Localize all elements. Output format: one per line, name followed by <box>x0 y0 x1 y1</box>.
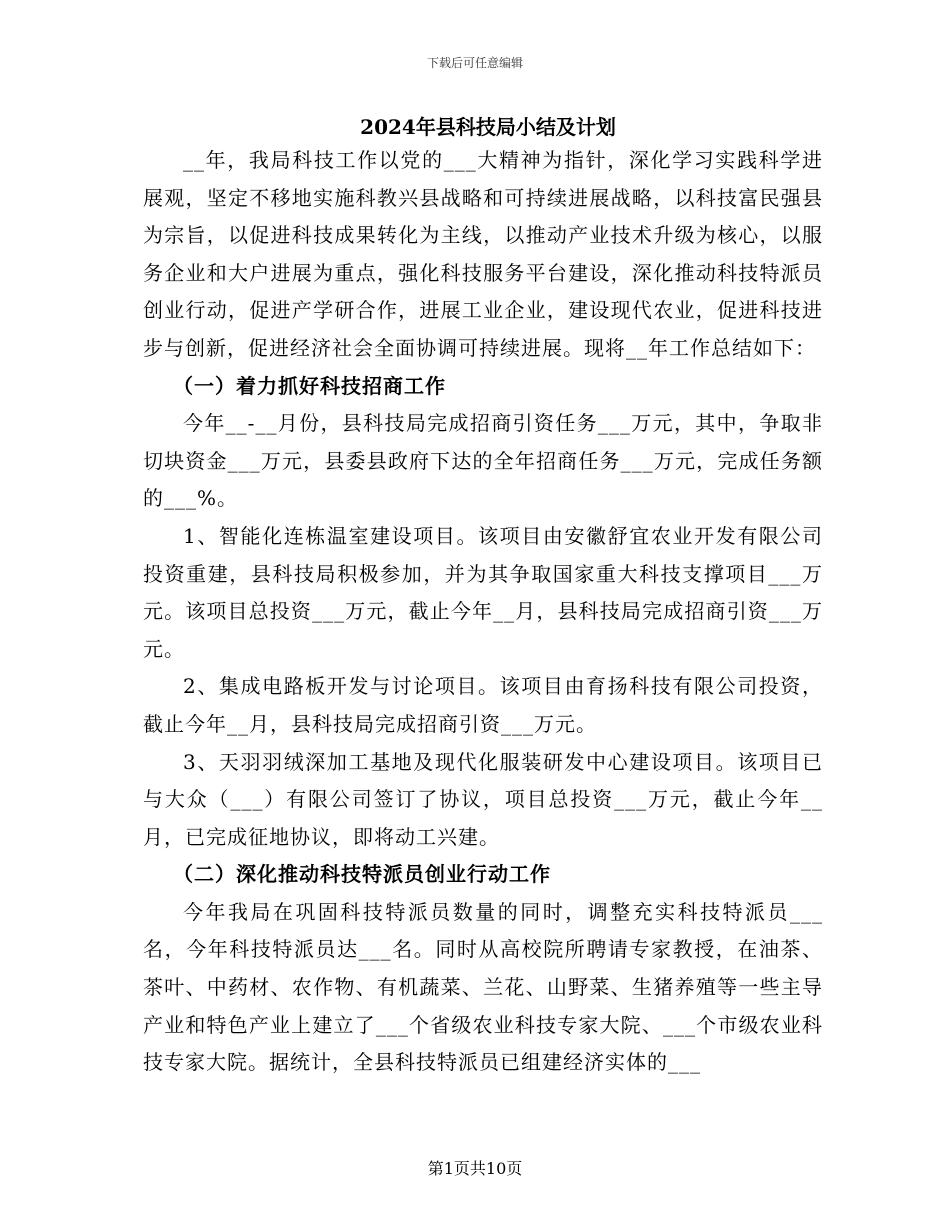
section-heading-1: （一）着力抓好科技招商工作 <box>173 373 446 398</box>
page-header-note: 下载后可任意编辑 <box>426 56 523 70</box>
section-heading-2: （二）深化推动科技特派员创业行动工作 <box>173 862 551 887</box>
page-number: 第1页共10页 <box>427 1159 523 1178</box>
section2-paragraph: 今年我局在巩固科技特派员数量的同时，调整充实科技特派员___名，今年科技特派员达___名。同时从高校院所聘请专家教授，在油茶、茶叶、中药材、农作物、有机蔬菜、兰花、山野菜、生猪养殖等一些主导产业和特色产业上建立了___个省级农业科技专家大院、___个市级农业科技专家大院。据统计，全县科技特派员已组建经济实体的___ <box>143 899 823 1075</box>
section1-item-2: 2、集成电路板开发与讨论项目。该项目由育扬科技有限公司投资，截止今年__月，县科技局完成招商引资___万元。 <box>143 674 823 736</box>
intro-paragraph: __年，我局科技工作以党的___大精神为指针，深化学习实践科学进展观，坚定不移地实施科教兴县战略和可持续进展战略，以科技富民强县为宗旨，以促进科技成果转化为主线，以推动产业技术升级为核心，以服务企业和大户进展为重点，强化科技服务平台建设，深化推动科技特派员创业行动，促进产学研合作，进展工业企业，建设现代农业，促进科技进步与创新，促进经济社会全面协调可持续进展。现将__年工作总结如下： <box>143 148 823 360</box>
section1-item-1: 1、智能化连栋温室建设项目。该项目由安徽舒宜农业开发有限公司投资重建，县科技局积极参加，并为其争取国家重大科技支撑项目___万元。该项目总投资___万元，截止今年__月，县科技局完成招商引资___万元。 <box>143 523 823 661</box>
document-body <box>143 112 823 1082</box>
document-title: 2024年县科技局小结及计划 <box>360 115 616 139</box>
section1-item-3: 3、天羽羽绒深加工基地及现代化服装研发中心建设项目。该项目已与大众（___）有限公司签订了协议，项目总投资___万元，截止今年__月，已完成征地协议，即将动工兴建。 <box>143 749 823 849</box>
section1-paragraph: 今年__-__月份，县科技局完成招商引资任务___万元，其中，争取非切块资金___万元，县委县政府下达的全年招商任务___万元，完成任务额的___%。 <box>143 411 823 511</box>
